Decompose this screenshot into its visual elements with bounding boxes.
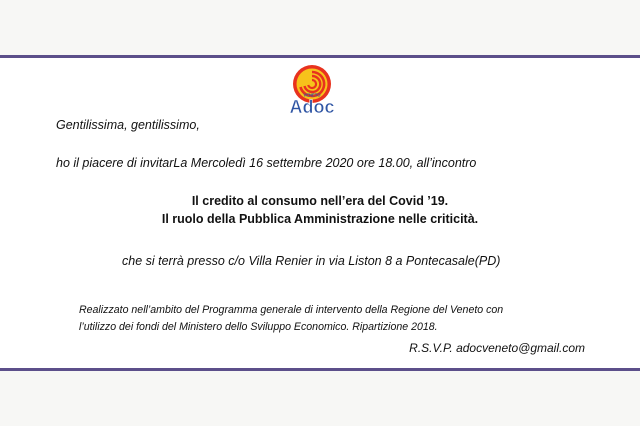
funding-note-line-2: l’utilizzo dei fondi del Ministero dello Sviluppo Economico. Ripartizione 2018. — [79, 321, 438, 333]
bottom-band — [0, 371, 640, 426]
event-title-line-2: Il ruolo della Pubblica Amministrazione nelle criticità. — [161, 212, 479, 226]
invitation-sentence: ho il piacere di invitarLa Mercoledì 16 settembre 2020 ore 18.00, all’incontro — [56, 156, 477, 170]
adoc-veneto-logo — [272, 64, 352, 116]
svg-text:Adoc: Adoc — [289, 97, 335, 116]
event-venue: che si terrà presso c/o Villa Renier in via Liston 8 a Pontecasale(PD) — [122, 254, 501, 268]
event-title-line-1: Il credito al consumo nell’era del Covid ’19. — [191, 194, 449, 208]
greeting: Gentilissima, gentilissimo, — [56, 118, 200, 132]
top-band — [0, 0, 640, 56]
svg-text:VENETO: VENETO — [303, 92, 321, 98]
funding-note-line-1: Realizzato nell’ambito del Programma generale di intervento della Regione del Veneto con — [79, 304, 504, 316]
adoc-logo-icon — [272, 64, 352, 116]
rsvp-contact: R.S.V.P. adocveneto@gmail.com — [409, 341, 585, 355]
